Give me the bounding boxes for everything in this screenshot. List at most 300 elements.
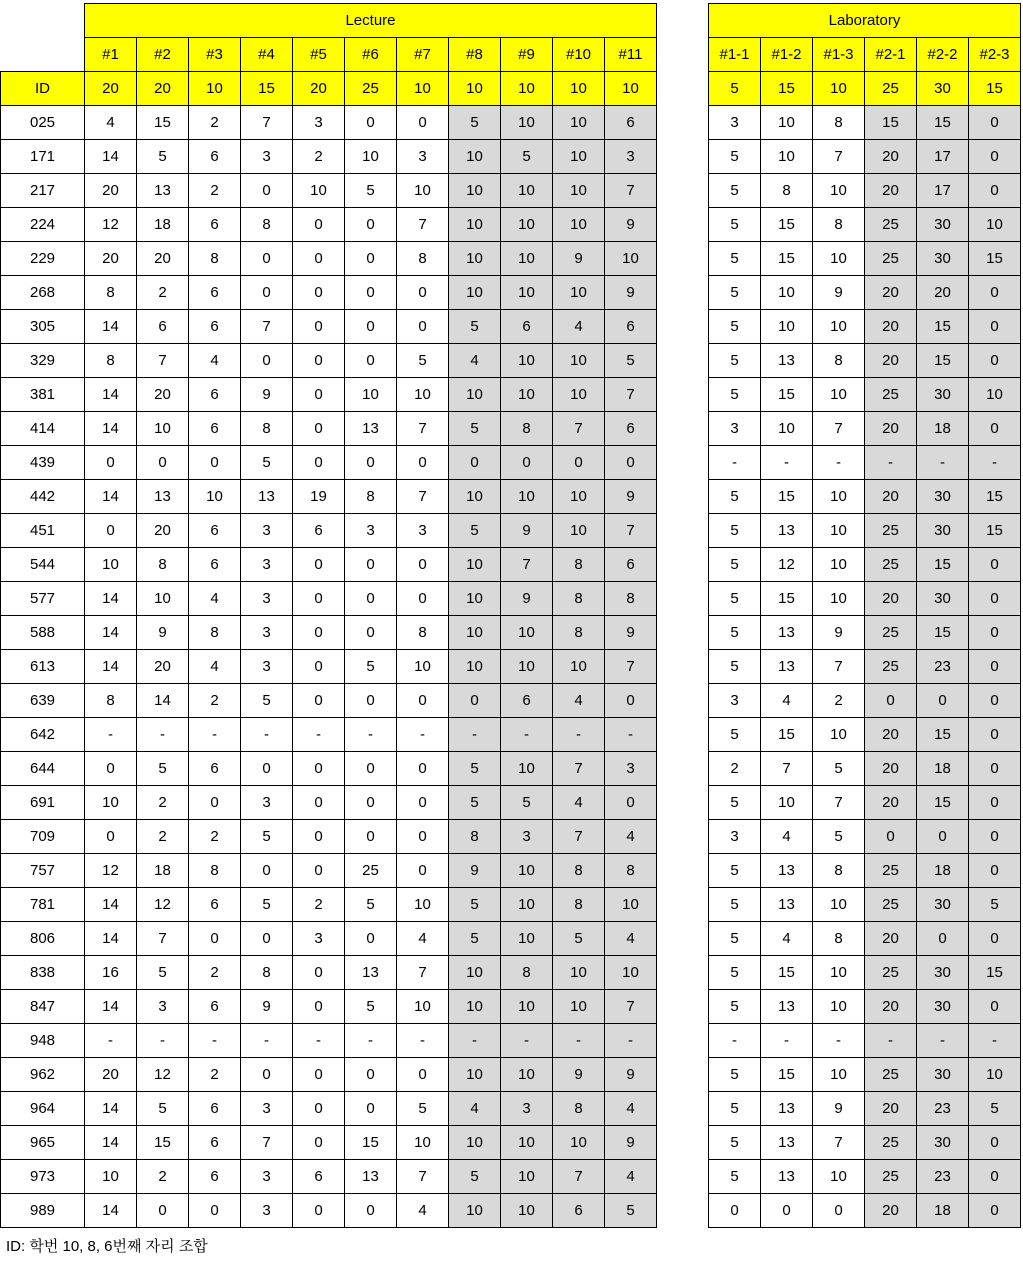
id-header: ID bbox=[1, 72, 85, 106]
lecture-score-cell: 9 bbox=[605, 1126, 657, 1160]
footnote: ID: 학번 10, 8, 6번째 자리 조합 bbox=[6, 1238, 208, 1255]
lab-score-cell: 10 bbox=[813, 582, 865, 616]
lab-score-cell: 15 bbox=[761, 242, 813, 276]
lecture-score-cell: 5 bbox=[345, 990, 397, 1024]
lab-score-cell: 15 bbox=[917, 718, 969, 752]
lecture-score-cell: 0 bbox=[293, 854, 345, 888]
lecture-score-cell: 0 bbox=[345, 1194, 397, 1228]
lecture-score-cell: 0 bbox=[293, 446, 345, 480]
lab-score-cell: 20 bbox=[865, 140, 917, 174]
student-id-cell: 305 bbox=[1, 310, 85, 344]
lab-score-cell: 25 bbox=[865, 650, 917, 684]
lecture-score-cell: 0 bbox=[397, 310, 449, 344]
lecture-score-cell: 0 bbox=[241, 1058, 293, 1092]
separator-cell bbox=[657, 174, 709, 208]
lecture-score-cell: 0 bbox=[605, 786, 657, 820]
lecture-score-cell: 6 bbox=[293, 1160, 345, 1194]
student-row bbox=[1, 990, 1021, 1024]
lab-score-cell: 15 bbox=[761, 718, 813, 752]
lecture-score-cell: 6 bbox=[189, 140, 241, 174]
lab-score-cell: - bbox=[969, 446, 1021, 480]
lecture-score-cell: 12 bbox=[137, 1058, 189, 1092]
lecture-score-cell: 14 bbox=[85, 1194, 137, 1228]
lecture-score-cell: 8 bbox=[189, 854, 241, 888]
lecture-score-cell: 0 bbox=[345, 242, 397, 276]
lecture-score-cell: 10 bbox=[553, 208, 605, 242]
lecture-score-cell: 3 bbox=[293, 106, 345, 140]
lecture-score-cell: 10 bbox=[501, 242, 553, 276]
lab-score-cell: 7 bbox=[813, 650, 865, 684]
lecture-score-cell: 10 bbox=[137, 582, 189, 616]
student-id-cell: 171 bbox=[1, 140, 85, 174]
lab-score-cell: 25 bbox=[865, 208, 917, 242]
lab-score-cell: 10 bbox=[761, 786, 813, 820]
lecture-score-cell: 3 bbox=[241, 650, 293, 684]
separator-cell bbox=[657, 72, 709, 106]
lab-score-cell: 0 bbox=[969, 106, 1021, 140]
student-id-cell: 639 bbox=[1, 684, 85, 718]
student-row bbox=[1, 922, 1021, 956]
lab-score-cell: 5 bbox=[709, 616, 761, 650]
lab-score-cell: 9 bbox=[813, 276, 865, 310]
lecture-score-cell: 14 bbox=[85, 922, 137, 956]
lecture-score-cell: 0 bbox=[293, 786, 345, 820]
student-id-cell: 451 bbox=[1, 514, 85, 548]
separator-cell bbox=[657, 888, 709, 922]
lab-score-cell: 25 bbox=[865, 888, 917, 922]
lecture-score-cell: 10 bbox=[397, 378, 449, 412]
lecture-score-cell: 10 bbox=[501, 378, 553, 412]
lecture-score-cell: 3 bbox=[241, 1160, 293, 1194]
lab-score-cell: 13 bbox=[761, 1092, 813, 1126]
lecture-score-cell: 8 bbox=[137, 548, 189, 582]
lecture-score-cell: 0 bbox=[137, 1194, 189, 1228]
lecture-score-cell: 14 bbox=[85, 1126, 137, 1160]
lecture-score-cell: 10 bbox=[553, 1126, 605, 1160]
separator-cell bbox=[657, 990, 709, 1024]
lecture-score-cell: - bbox=[189, 1024, 241, 1058]
lecture-score-cell: 13 bbox=[345, 1160, 397, 1194]
lab-score-cell: 8 bbox=[813, 854, 865, 888]
lecture-score-cell: 8 bbox=[553, 888, 605, 922]
lab-score-cell: 0 bbox=[917, 684, 969, 718]
lecture-score-cell: 10 bbox=[553, 276, 605, 310]
separator-cell bbox=[657, 514, 709, 548]
lecture-score-cell: 8 bbox=[605, 854, 657, 888]
lecture-score-cell: 9 bbox=[605, 1058, 657, 1092]
lecture-score-cell: 10 bbox=[501, 854, 553, 888]
lecture-score-cell: 5 bbox=[449, 412, 501, 446]
lab-score-cell: 3 bbox=[709, 412, 761, 446]
lecture-score-cell: 8 bbox=[85, 684, 137, 718]
lecture-score-cell: 6 bbox=[189, 752, 241, 786]
lab-score-cell: 4 bbox=[761, 820, 813, 854]
lab-score-cell: 30 bbox=[917, 1058, 969, 1092]
lecture-score-cell: 6 bbox=[501, 684, 553, 718]
lecture-score-cell: 4 bbox=[553, 310, 605, 344]
lecture-score-cell: 0 bbox=[85, 820, 137, 854]
lab-score-cell: 20 bbox=[865, 174, 917, 208]
lab-score-cell: 20 bbox=[865, 344, 917, 378]
lab-score-cell: 10 bbox=[813, 956, 865, 990]
student-id-cell: 544 bbox=[1, 548, 85, 582]
lab-score-cell: 15 bbox=[917, 548, 969, 582]
lecture-score-cell: 7 bbox=[553, 1160, 605, 1194]
lecture-col-header: #6 bbox=[345, 38, 397, 72]
lecture-score-cell: 20 bbox=[85, 174, 137, 208]
separator-cell bbox=[657, 752, 709, 786]
lecture-score-cell: 10 bbox=[449, 956, 501, 990]
lecture-score-cell: 0 bbox=[345, 684, 397, 718]
student-row bbox=[1, 1160, 1021, 1194]
separator-cell bbox=[657, 1024, 709, 1058]
lecture-score-cell: 3 bbox=[605, 140, 657, 174]
lecture-col-header: #7 bbox=[397, 38, 449, 72]
lecture-score-cell: 10 bbox=[449, 582, 501, 616]
lecture-score-cell: 14 bbox=[85, 378, 137, 412]
lab-score-cell: 10 bbox=[761, 412, 813, 446]
student-id-cell: 381 bbox=[1, 378, 85, 412]
lab-score-cell: 15 bbox=[761, 480, 813, 514]
lecture-score-cell: - bbox=[605, 1024, 657, 1058]
lecture-score-cell: 10 bbox=[397, 1126, 449, 1160]
lab-score-cell: 15 bbox=[917, 344, 969, 378]
lecture-score-cell: 10 bbox=[501, 208, 553, 242]
lab-score-cell: 10 bbox=[813, 514, 865, 548]
lecture-score-cell: 8 bbox=[189, 242, 241, 276]
separator-cell bbox=[657, 242, 709, 276]
separator-cell bbox=[657, 650, 709, 684]
lab-score-cell: 10 bbox=[969, 208, 1021, 242]
lecture-max-score: 10 bbox=[449, 72, 501, 106]
lab-score-cell: 15 bbox=[865, 106, 917, 140]
lecture-score-cell: 10 bbox=[449, 140, 501, 174]
lecture-score-cell: 0 bbox=[449, 684, 501, 718]
lecture-score-cell: 5 bbox=[449, 752, 501, 786]
student-row bbox=[1, 582, 1021, 616]
lecture-score-cell: 6 bbox=[189, 412, 241, 446]
lecture-score-cell: - bbox=[345, 718, 397, 752]
lab-score-cell: 13 bbox=[761, 514, 813, 548]
lecture-score-cell: 15 bbox=[345, 1126, 397, 1160]
lab-score-cell: 5 bbox=[709, 208, 761, 242]
lab-score-cell: 0 bbox=[969, 854, 1021, 888]
lab-max-score: 15 bbox=[761, 72, 813, 106]
lecture-score-cell: 10 bbox=[397, 174, 449, 208]
lecture-score-cell: 4 bbox=[605, 922, 657, 956]
lecture-score-cell: 5 bbox=[449, 310, 501, 344]
lecture-col-header: #3 bbox=[189, 38, 241, 72]
lecture-max-score: 20 bbox=[85, 72, 137, 106]
student-row bbox=[1, 480, 1021, 514]
lecture-score-cell: 6 bbox=[553, 1194, 605, 1228]
student-row bbox=[1, 412, 1021, 446]
lab-score-cell: 0 bbox=[969, 310, 1021, 344]
lecture-max-score: 25 bbox=[345, 72, 397, 106]
separator-cell bbox=[657, 378, 709, 412]
lab-score-cell: 5 bbox=[709, 310, 761, 344]
student-id-cell: 757 bbox=[1, 854, 85, 888]
lecture-score-cell: - bbox=[553, 718, 605, 752]
lab-score-cell: 3 bbox=[709, 684, 761, 718]
lecture-score-cell: 5 bbox=[137, 1092, 189, 1126]
lecture-score-cell: 9 bbox=[605, 480, 657, 514]
lecture-score-cell: 7 bbox=[397, 412, 449, 446]
lecture-score-cell: 10 bbox=[501, 106, 553, 140]
lecture-score-cell: - bbox=[397, 718, 449, 752]
lecture-score-cell: 0 bbox=[293, 1194, 345, 1228]
lab-max-score: 15 bbox=[969, 72, 1021, 106]
lecture-score-cell: 0 bbox=[397, 106, 449, 140]
lab-score-cell: 30 bbox=[917, 1126, 969, 1160]
lecture-score-cell: 10 bbox=[85, 786, 137, 820]
lecture-score-cell: 20 bbox=[137, 242, 189, 276]
lecture-score-cell: 6 bbox=[189, 1160, 241, 1194]
lecture-score-cell: 5 bbox=[449, 888, 501, 922]
lecture-score-cell: 0 bbox=[345, 752, 397, 786]
lecture-score-cell: 10 bbox=[449, 548, 501, 582]
lecture-score-cell: - bbox=[189, 718, 241, 752]
student-id-cell: 439 bbox=[1, 446, 85, 480]
lab-score-cell: 15 bbox=[969, 514, 1021, 548]
lecture-score-cell: 4 bbox=[189, 582, 241, 616]
lecture-score-cell: 7 bbox=[397, 208, 449, 242]
lecture-score-cell: 0 bbox=[293, 1126, 345, 1160]
lab-score-cell: 13 bbox=[761, 888, 813, 922]
lab-col-header: #2-1 bbox=[865, 38, 917, 72]
lab-score-cell: 5 bbox=[709, 1092, 761, 1126]
lab-score-cell: 4 bbox=[761, 922, 813, 956]
lab-score-cell: 5 bbox=[709, 480, 761, 514]
lab-score-cell: 15 bbox=[761, 208, 813, 242]
lecture-score-cell: 0 bbox=[293, 548, 345, 582]
lecture-score-cell: 10 bbox=[85, 548, 137, 582]
lecture-score-cell: 0 bbox=[553, 446, 605, 480]
lecture-col-header: #9 bbox=[501, 38, 553, 72]
score-sheet bbox=[0, 3, 1021, 1228]
lab-score-cell: 0 bbox=[969, 344, 1021, 378]
lab-score-cell: 8 bbox=[813, 208, 865, 242]
student-row bbox=[1, 684, 1021, 718]
lecture-score-cell: 20 bbox=[85, 242, 137, 276]
lab-score-cell: 0 bbox=[969, 1126, 1021, 1160]
lecture-score-cell: 9 bbox=[241, 990, 293, 1024]
student-id-cell: 577 bbox=[1, 582, 85, 616]
lecture-score-cell: 0 bbox=[137, 446, 189, 480]
lab-score-cell: 5 bbox=[709, 854, 761, 888]
lab-score-cell: 10 bbox=[761, 276, 813, 310]
lecture-score-cell: 10 bbox=[449, 1194, 501, 1228]
lab-score-cell: 8 bbox=[813, 922, 865, 956]
lab-score-cell: 0 bbox=[969, 1194, 1021, 1228]
student-id-cell: 644 bbox=[1, 752, 85, 786]
lab-score-cell: - bbox=[865, 1024, 917, 1058]
lecture-score-cell: 3 bbox=[241, 616, 293, 650]
separator-cell bbox=[657, 718, 709, 752]
separator-cell bbox=[657, 276, 709, 310]
lecture-score-cell: 0 bbox=[241, 174, 293, 208]
student-id-cell: 217 bbox=[1, 174, 85, 208]
lecture-score-cell: 14 bbox=[85, 480, 137, 514]
separator-cell bbox=[657, 446, 709, 480]
lecture-score-cell: 0 bbox=[241, 276, 293, 310]
lecture-score-cell: 19 bbox=[293, 480, 345, 514]
lecture-score-cell: 9 bbox=[241, 378, 293, 412]
lecture-score-cell: 10 bbox=[553, 990, 605, 1024]
separator-cell bbox=[657, 684, 709, 718]
student-row bbox=[1, 1092, 1021, 1126]
lab-score-cell: 10 bbox=[813, 888, 865, 922]
lecture-score-cell: 7 bbox=[241, 310, 293, 344]
student-row bbox=[1, 140, 1021, 174]
separator-cell bbox=[657, 1194, 709, 1228]
lab-score-cell: 10 bbox=[813, 718, 865, 752]
lab-score-cell: 20 bbox=[917, 276, 969, 310]
lecture-score-cell: 0 bbox=[397, 786, 449, 820]
lecture-score-cell: 10 bbox=[501, 616, 553, 650]
lecture-score-cell: 3 bbox=[501, 1092, 553, 1126]
lab-score-cell: 0 bbox=[865, 820, 917, 854]
separator-cell bbox=[657, 310, 709, 344]
lab-score-cell: 10 bbox=[969, 378, 1021, 412]
lab-score-cell: 13 bbox=[761, 854, 813, 888]
lecture-score-cell: 7 bbox=[605, 990, 657, 1024]
lecture-score-cell: 9 bbox=[605, 276, 657, 310]
lecture-score-cell: 0 bbox=[345, 446, 397, 480]
lab-score-cell: 10 bbox=[813, 242, 865, 276]
lab-score-cell: 13 bbox=[761, 650, 813, 684]
lab-score-cell: 25 bbox=[865, 854, 917, 888]
lab-score-cell: 20 bbox=[865, 1194, 917, 1228]
lecture-score-cell: - bbox=[449, 718, 501, 752]
lecture-score-cell: - bbox=[241, 718, 293, 752]
lab-max-score: 25 bbox=[865, 72, 917, 106]
lab-score-cell: 8 bbox=[813, 344, 865, 378]
lab-score-cell: 5 bbox=[813, 752, 865, 786]
separator-cell bbox=[657, 4, 709, 38]
lecture-score-cell: 6 bbox=[189, 1092, 241, 1126]
lecture-score-cell: 10 bbox=[397, 650, 449, 684]
lab-score-cell: 5 bbox=[709, 922, 761, 956]
max-score-row bbox=[1, 72, 1021, 106]
lab-score-cell: 25 bbox=[865, 956, 917, 990]
lecture-score-cell: 5 bbox=[137, 752, 189, 786]
lab-score-cell: 13 bbox=[761, 1160, 813, 1194]
lab-score-cell: 5 bbox=[709, 548, 761, 582]
lab-score-cell: 0 bbox=[969, 820, 1021, 854]
lab-score-cell: 10 bbox=[813, 990, 865, 1024]
lecture-score-cell: 3 bbox=[605, 752, 657, 786]
lab-score-cell: 2 bbox=[709, 752, 761, 786]
lecture-score-cell: 6 bbox=[189, 1126, 241, 1160]
lab-score-cell: 3 bbox=[709, 106, 761, 140]
lab-score-cell: 0 bbox=[917, 922, 969, 956]
lecture-col-header: #5 bbox=[293, 38, 345, 72]
sheet-body bbox=[1, 4, 1021, 1228]
lab-score-cell: 7 bbox=[813, 140, 865, 174]
lecture-score-cell: - bbox=[501, 718, 553, 752]
lecture-score-cell: 8 bbox=[189, 616, 241, 650]
lecture-score-cell: 10 bbox=[449, 276, 501, 310]
lecture-score-cell: 8 bbox=[501, 412, 553, 446]
lab-score-cell: 0 bbox=[969, 412, 1021, 446]
lab-score-cell: 25 bbox=[865, 1126, 917, 1160]
separator-cell bbox=[657, 820, 709, 854]
lab-score-cell: 30 bbox=[917, 514, 969, 548]
lecture-score-cell: 10 bbox=[137, 412, 189, 446]
lecture-score-cell: 18 bbox=[137, 854, 189, 888]
lab-score-cell: 5 bbox=[709, 1126, 761, 1160]
lecture-score-cell: 0 bbox=[293, 956, 345, 990]
lecture-score-cell: 7 bbox=[553, 752, 605, 786]
lecture-max-score: 15 bbox=[241, 72, 293, 106]
lecture-score-cell: 10 bbox=[501, 276, 553, 310]
lecture-score-cell: 2 bbox=[137, 786, 189, 820]
lecture-group-header: Lecture bbox=[85, 4, 657, 38]
lab-max-score: 5 bbox=[709, 72, 761, 106]
lab-col-header: #1-3 bbox=[813, 38, 865, 72]
lecture-score-cell: 8 bbox=[241, 412, 293, 446]
lecture-score-cell: 0 bbox=[241, 344, 293, 378]
lecture-score-cell: 25 bbox=[345, 854, 397, 888]
lecture-score-cell: 10 bbox=[605, 956, 657, 990]
lab-score-cell: 0 bbox=[969, 922, 1021, 956]
lab-score-cell: 5 bbox=[969, 888, 1021, 922]
lecture-score-cell: - bbox=[553, 1024, 605, 1058]
lecture-score-cell: 6 bbox=[137, 310, 189, 344]
lecture-score-cell: 0 bbox=[345, 1058, 397, 1092]
student-row bbox=[1, 106, 1021, 140]
lab-score-cell: - bbox=[813, 1024, 865, 1058]
lecture-score-cell: 9 bbox=[605, 208, 657, 242]
lab-score-cell: 15 bbox=[761, 1058, 813, 1092]
lecture-score-cell: 3 bbox=[397, 140, 449, 174]
lab-score-cell: 2 bbox=[813, 684, 865, 718]
lecture-score-cell: 0 bbox=[241, 242, 293, 276]
lab-score-cell: 18 bbox=[917, 854, 969, 888]
lab-score-cell: - bbox=[761, 1024, 813, 1058]
lab-score-cell: 23 bbox=[917, 650, 969, 684]
lecture-score-cell: - bbox=[449, 1024, 501, 1058]
lecture-score-cell: 0 bbox=[189, 922, 241, 956]
student-id-cell: 709 bbox=[1, 820, 85, 854]
lecture-score-cell: 0 bbox=[293, 276, 345, 310]
lecture-score-cell: 5 bbox=[449, 106, 501, 140]
separator-cell bbox=[657, 1160, 709, 1194]
lecture-score-cell: 10 bbox=[85, 1160, 137, 1194]
lab-score-cell: 15 bbox=[917, 310, 969, 344]
lecture-score-cell: 5 bbox=[241, 684, 293, 718]
lecture-score-cell: 10 bbox=[605, 242, 657, 276]
lab-score-cell: 20 bbox=[865, 310, 917, 344]
lab-score-cell: 4 bbox=[761, 684, 813, 718]
lecture-score-cell: 10 bbox=[553, 650, 605, 684]
lab-score-cell: 20 bbox=[865, 786, 917, 820]
lecture-score-cell: 0 bbox=[85, 514, 137, 548]
lecture-score-cell: 15 bbox=[137, 106, 189, 140]
student-row bbox=[1, 344, 1021, 378]
lab-score-cell: 0 bbox=[969, 650, 1021, 684]
student-id-cell: 642 bbox=[1, 718, 85, 752]
lab-score-cell: 0 bbox=[969, 582, 1021, 616]
lecture-score-cell: 6 bbox=[605, 106, 657, 140]
lab-score-cell: 15 bbox=[761, 582, 813, 616]
lab-score-cell: 5 bbox=[709, 786, 761, 820]
lab-col-header: #2-2 bbox=[917, 38, 969, 72]
lab-score-cell: 20 bbox=[865, 990, 917, 1024]
lecture-score-cell: 0 bbox=[345, 922, 397, 956]
lecture-max-score: 10 bbox=[501, 72, 553, 106]
